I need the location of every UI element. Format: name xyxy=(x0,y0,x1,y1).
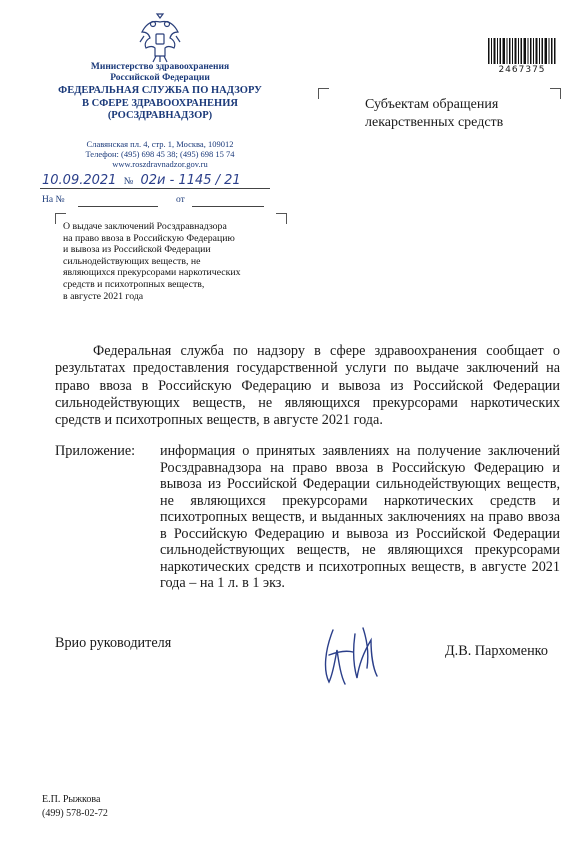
reference-date-blank xyxy=(192,206,264,207)
subject-block xyxy=(63,221,293,302)
coat-of-arms-icon xyxy=(138,12,182,64)
registration-line xyxy=(42,172,241,188)
recipient-line-2: лекарственных средств xyxy=(365,115,504,130)
reference-number-blank xyxy=(78,206,158,207)
reference-date-label xyxy=(176,195,185,205)
subject-line-3: и вывоза из Российской Федерации xyxy=(63,244,211,256)
subject-line-1: О выдаче заключений Росздравнадзора xyxy=(63,221,227,232)
subject-line-7: в августе 2021 года xyxy=(63,290,144,302)
registration-underline xyxy=(40,188,270,189)
barcode-icon xyxy=(487,38,557,64)
contact-phone: (499) 578-02-72 xyxy=(42,808,108,819)
attachment-text: информация о принятых заявлениях на получение заключений Росздравнадзора на право ввоза в Российскую Федерацию и вывоза из Российской Федерации сильнодействующих веществ, не являющихся прекурсорами наркотических средств и психотропных веществ, и выданных заключениях на право ввоза в Российскую Федерацию и вывоза из Российской Федерации сильнодействующих веществ, не являющихся прекурсорами наркотических средств и психотропных веществ, в августе 2021 года – на 1 л. в 1 экз. xyxy=(160,443,560,591)
body-paragraph: Федеральная служба по надзору в сфере здравоохранения сообщает о результатах предоставления государственной услуги по выдаче заключений на право ввоза в Российскую Федерацию и вывоза из Российской Федерации сильнодействующих веществ, не являющихся прекурсорами наркотических средств и психотропных веществ, в августе 2021 года. xyxy=(55,343,560,429)
org-line-3: (РОСЗДРАВНАДЗОР) xyxy=(107,110,213,121)
ministry-line-2: Российской Федерации xyxy=(110,73,210,83)
registration-number: 02и - 1145 / 21 xyxy=(140,173,241,188)
attachment-label: Приложение: xyxy=(55,443,136,459)
org-address: Славянская пл. 4, стр. 1, Москва, 109012 xyxy=(86,139,234,149)
signer-name: Д.В. Пархоменко xyxy=(445,643,548,659)
subject-line-5: являющихся прекурсорами наркотических xyxy=(63,267,241,279)
subject-line-2: на право ввоза в Российскую Федерацию xyxy=(63,232,235,244)
handwritten-signature xyxy=(315,620,395,690)
org-website: www.roszdravnadzor.gov.ru xyxy=(112,159,208,169)
ministry-line-1: Министерство здравоохранения xyxy=(90,62,230,72)
registration-date: 10.09.2021 xyxy=(42,173,117,188)
contact-block xyxy=(42,793,108,821)
barcode-number: 2467375 xyxy=(498,65,546,75)
organization-contacts xyxy=(50,139,270,169)
recipient-line-1: Субъектам обращения xyxy=(365,97,499,112)
subject-line-4: сильнодействующих веществ, не xyxy=(63,255,201,267)
org-line-1: ФЕДЕРАЛЬНАЯ СЛУЖБА ПО НАДЗОРУ xyxy=(58,85,262,96)
recipient-corner-tr xyxy=(550,88,561,99)
org-line-2: В СФЕРЕ ЗДРАВООХРАНЕНИЯ xyxy=(82,97,238,109)
ministry-name xyxy=(55,62,265,84)
reference-line xyxy=(42,195,65,205)
subject-line-6: средств и психотропных веществ, xyxy=(63,278,205,290)
recipient-corner-tl xyxy=(318,88,329,99)
organization-name xyxy=(40,85,280,123)
na-label: На № xyxy=(42,195,65,205)
contact-name: Е.П. Рыжкова xyxy=(42,794,101,805)
ot-label: от xyxy=(176,195,185,205)
recipient-block xyxy=(365,96,545,132)
org-phone: Телефон: (495) 698 45 38; (495) 698 15 74 xyxy=(85,149,235,159)
number-label: № xyxy=(123,176,134,187)
signer-title: Врио руководителя xyxy=(55,635,172,651)
